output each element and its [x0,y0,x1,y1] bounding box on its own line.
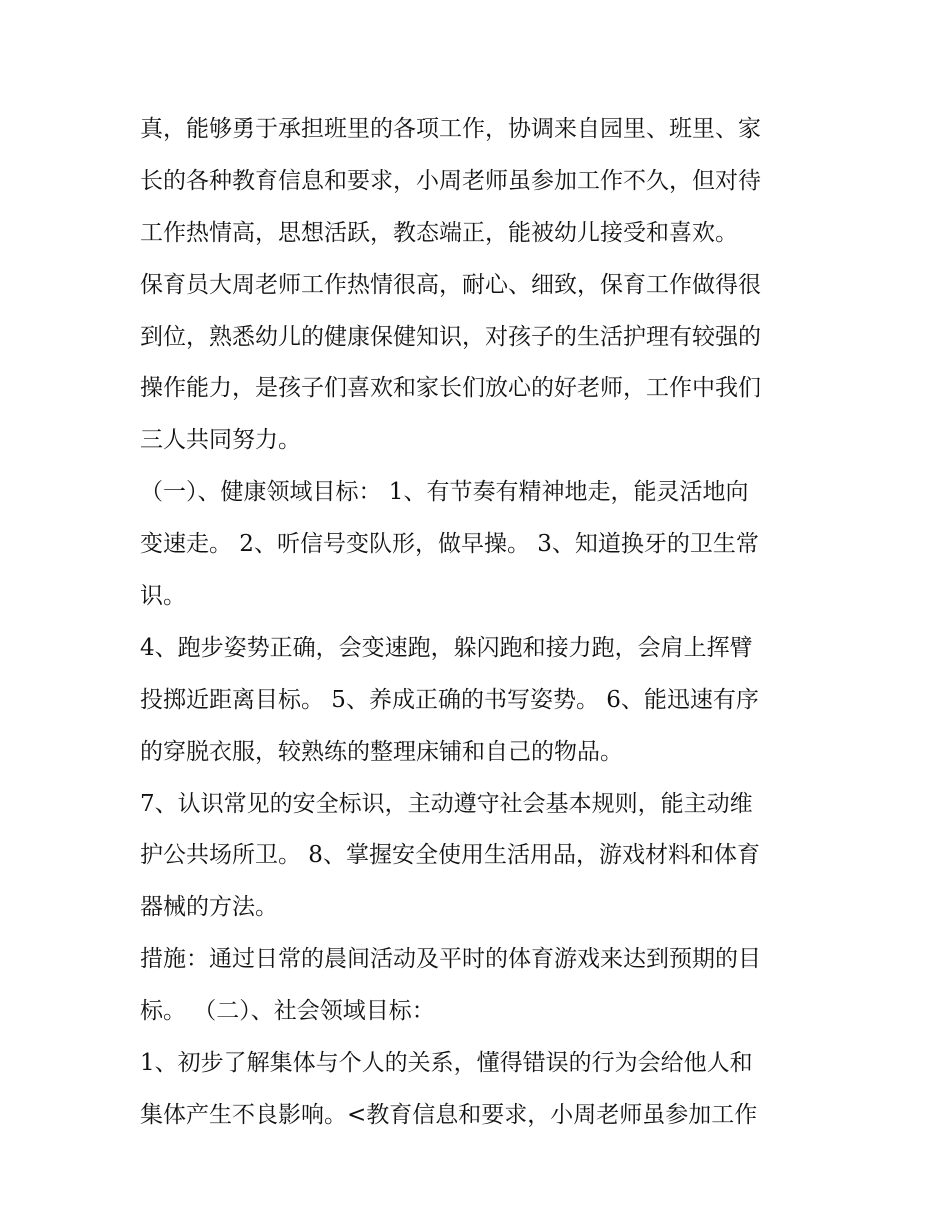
text-line: 变速走。 2、听信号变队形，做早操。 3、知道换牙的卫生常 [140,531,759,558]
text-line: 1、初步了解集体与个人的关系，懂得错误的行为会给他人和 [140,1050,753,1077]
text-line: 保育员大周老师工作热情很高，耐心、细致，保育工作做得很 [140,271,761,298]
text-line: （一）、健康领域目标： 1、有节奏有精神地走，能灵活地向 [140,479,749,506]
text-line: 标。 （二）、社会领域目标： [140,998,435,1025]
text-line: 的穿脱衣服，较熟练的整理床铺和自己的物品。 [140,738,623,765]
text-line: 护公共场所卫。 8、掌握安全使用生活用品，游戏材料和体育 [140,842,760,869]
text-line: 三人共同努力。 [140,427,301,454]
text-line: 操作能力，是孩子们喜欢和家长们放心的好老师，工作中我们 [140,375,761,402]
text-line: 真，能够勇于承担班里的各项工作，协调来自园里、班里、家 [140,116,761,142]
text-line: 集体产生不良影响。<教育信息和要求，小周老师虽参加工作 [140,1101,758,1128]
text-line: 长的各种教育信息和要求，小周老师虽参加工作不久，但对待 [140,167,761,194]
document-body [140,104,820,1142]
text-line: 器械的方法。 [140,894,278,921]
text-line: 4、跑步姿势正确，会变速跑，躲闪跑和接力跑，会肩上挥臂 [140,634,753,661]
text-line: 投掷近距离目标。 5、养成正确的书写姿势。 6、能迅速有序 [140,686,759,713]
text-line: 工作热情高，思想活跃，教态端正，能被幼儿接受和喜欢。 [140,219,738,246]
text-line: 7、认识常见的安全标识，主动遵守社会基本规则，能主动维 [140,790,753,817]
text-line: 识。 [140,583,186,610]
text-line: 到位，熟悉幼儿的健康保健知识，对孩子的生活护理有较强的 [140,323,761,350]
text-line: 措施：通过日常的晨间活动及平时的体育游戏来达到预期的目 [140,946,761,973]
